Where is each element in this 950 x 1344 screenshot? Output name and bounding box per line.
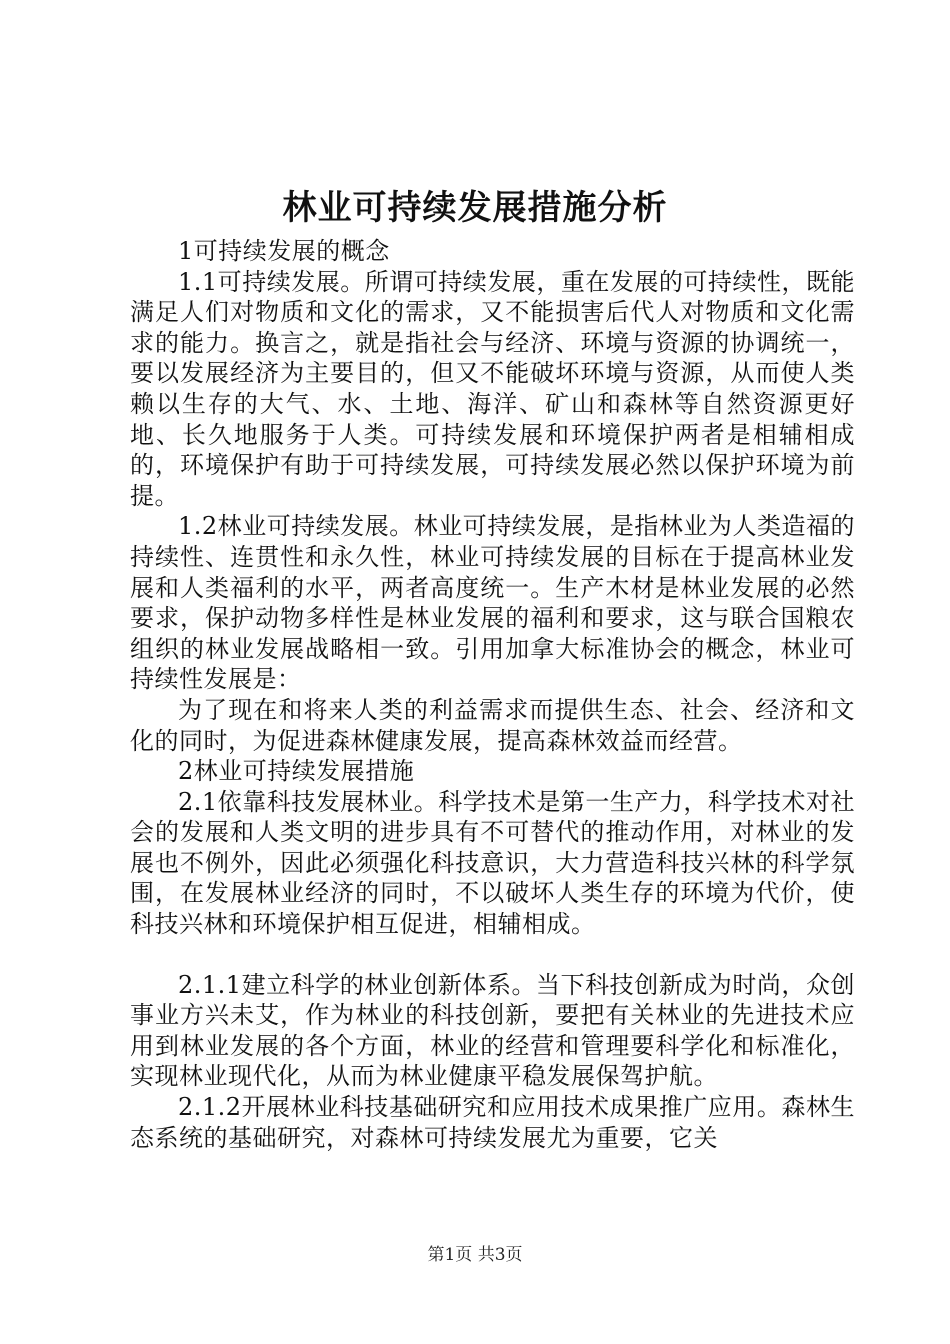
paragraph: 1.1可持续发展。所谓可持续发展，重在发展的可持续性，既能满足人们对物质和文化的需求，又不能损害后代人对物质和文化需求的能力。换言之，就是指社会与经济、环境与资源的协调统一，要以发展经济为主要目的，但又不能破坏环境与资源，从而使人类赖以生存的大气、水、土地、海洋、矿山和森林等自然资源更好地、长久地服务于人类。可持续发展和环境保护两者是相辅相成的，环境保护有助于可持续发展，可持续发展必然以保护环境为前提。	[130, 267, 855, 510]
page-number-footer: 第1页 共3页	[427, 1245, 523, 1265]
document-body	[130, 236, 855, 1153]
paragraph: 为了现在和将来人类的利益需求而提供生态、社会、经济和文化的同时，为促进森林健康发展，提高森林效益而经营。	[130, 695, 855, 755]
section-heading: 1可持续发展的概念	[178, 237, 390, 265]
paragraph: 2.1依靠科技发展林业。科学技术是第一生产力，科学技术对社会的发展和人类文明的进步具有不可替代的推动作用，对林业的发展也不例外，因此必须强化科技意识，大力营造科技兴林的科学氛围，在发展林业经济的同时，不以破坏人类生存的环境为代价，使科技兴林和环境保护相互促进，相辅相成。	[130, 787, 855, 939]
section-heading: 2林业可持续发展措施	[178, 757, 415, 786]
paragraph: 2.1.1建立科学的林业创新体系。当下科技创新成为时尚，众创事业方兴未艾，作为林业的科技创新，要把有关林业的先进技术应用到林业发展的各个方面，林业的经营和管理要科学化和标准化，实现林业现代化，从而为林业健康平稳发展保驾护航。	[130, 970, 855, 1091]
document-title: 林业可持续发展措施分析	[282, 188, 668, 228]
paragraph: 2.1.2开展林业科技基础研究和应用技术成果推广应用。森林生态系统的基础研究，对森林可持续发展尤为重要，它关	[130, 1093, 855, 1152]
paragraph: 1.2林业可持续发展。林业可持续发展，是指林业为人类造福的持续性、连贯性和永久性，林业可持续发展的目标在于提高林业发展和人类福利的水平，两者高度统一。生产木材是林业发展的必然要求，保护动物多样性是林业发展的福利和要求，这与联合国粮农组织的林业发展战略相一致。引用加拿大标准协会的概念，林业可持续性发展是：	[130, 512, 855, 694]
